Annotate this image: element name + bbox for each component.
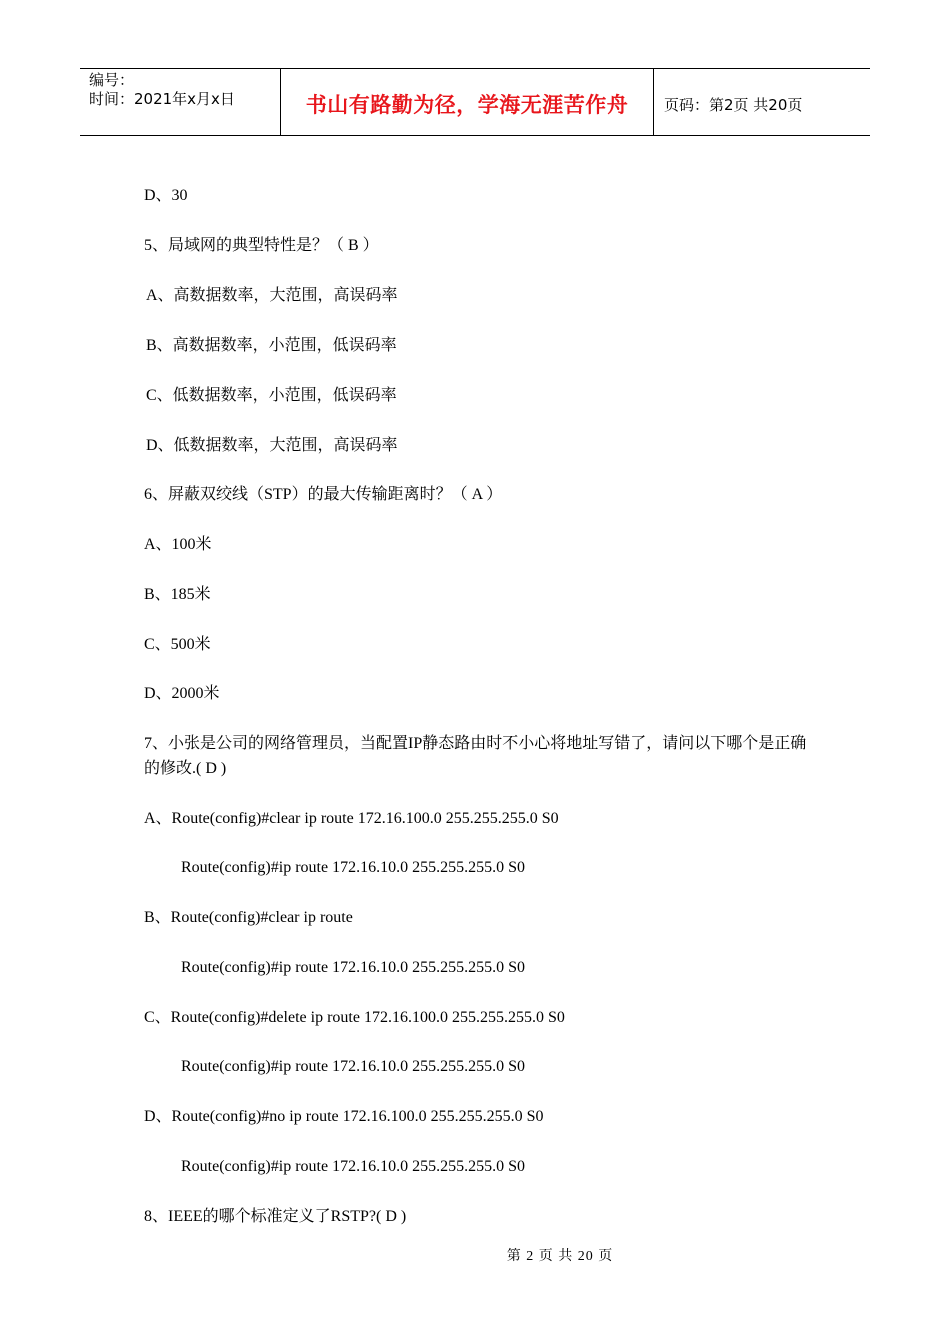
- time-label: 时间：2021年x月x日: [89, 90, 235, 108]
- header-motto-cell: [281, 69, 654, 135]
- option-line: A、100米: [144, 536, 212, 553]
- option-line: B、185米: [144, 586, 211, 603]
- header-meta: [80, 69, 281, 135]
- option-line: D、2000米: [144, 685, 220, 702]
- option-line: D、低数据数率，大范围，高误码率: [146, 437, 398, 454]
- option-line: A、高数据数率，大范围，高误码率: [146, 287, 398, 304]
- option-continuation: Route(config)#ip route 172.16.10.0 255.255.255.0 S0: [181, 1158, 525, 1175]
- option-line: D、Route(config)#no ip route 172.16.100.0 255.255.255.0 S0: [144, 1108, 544, 1125]
- option-continuation: Route(config)#ip route 172.16.10.0 255.255.255.0 S0: [181, 859, 525, 876]
- question-6: 6、屏蔽双绞线（STP）的最大传输距离时？（ A ）: [144, 486, 503, 503]
- header-page-info-cell: [654, 69, 870, 135]
- option-continuation: Route(config)#ip route 172.16.10.0 255.255.255.0 S0: [181, 959, 525, 976]
- option-line: B、Route(config)#clear ip route: [144, 909, 353, 926]
- page-header: [80, 68, 870, 136]
- page-footer: 第 2 页 共 20 页: [506, 1249, 614, 1264]
- option-line: C、低数据数率，小范围，低误码率: [146, 387, 397, 404]
- option-line: C、500米: [144, 636, 211, 653]
- page-info: 页码：第2页 共20页: [664, 96, 803, 114]
- option-line: C、Route(config)#delete ip route 172.16.100.0 255.255.255.0 S0: [144, 1009, 565, 1026]
- option-line: B、高数据数率，小范围，低误码率: [146, 337, 397, 354]
- option-line: A、Route(config)#clear ip route 172.16.100.0 255.255.255.0 S0: [144, 810, 559, 827]
- question-7: 7、小张是公司的网络管理员，当配置IP静态路由时不小心将地址写错了，请问以下哪个是正确的修改.( D ): [144, 735, 807, 777]
- question-8: 8、IEEE的哪个标准定义了RSTP?( D ): [144, 1208, 407, 1225]
- option-continuation: Route(config)#ip route 172.16.10.0 255.255.255.0 S0: [181, 1058, 525, 1075]
- question-5: 5、局域网的典型特性是？（ B ）: [144, 237, 379, 254]
- number-label: 编号：: [89, 71, 135, 89]
- option-line: D、30: [144, 187, 188, 204]
- motto: 书山有路勤为径，学海无涯苦作舟: [305, 93, 629, 117]
